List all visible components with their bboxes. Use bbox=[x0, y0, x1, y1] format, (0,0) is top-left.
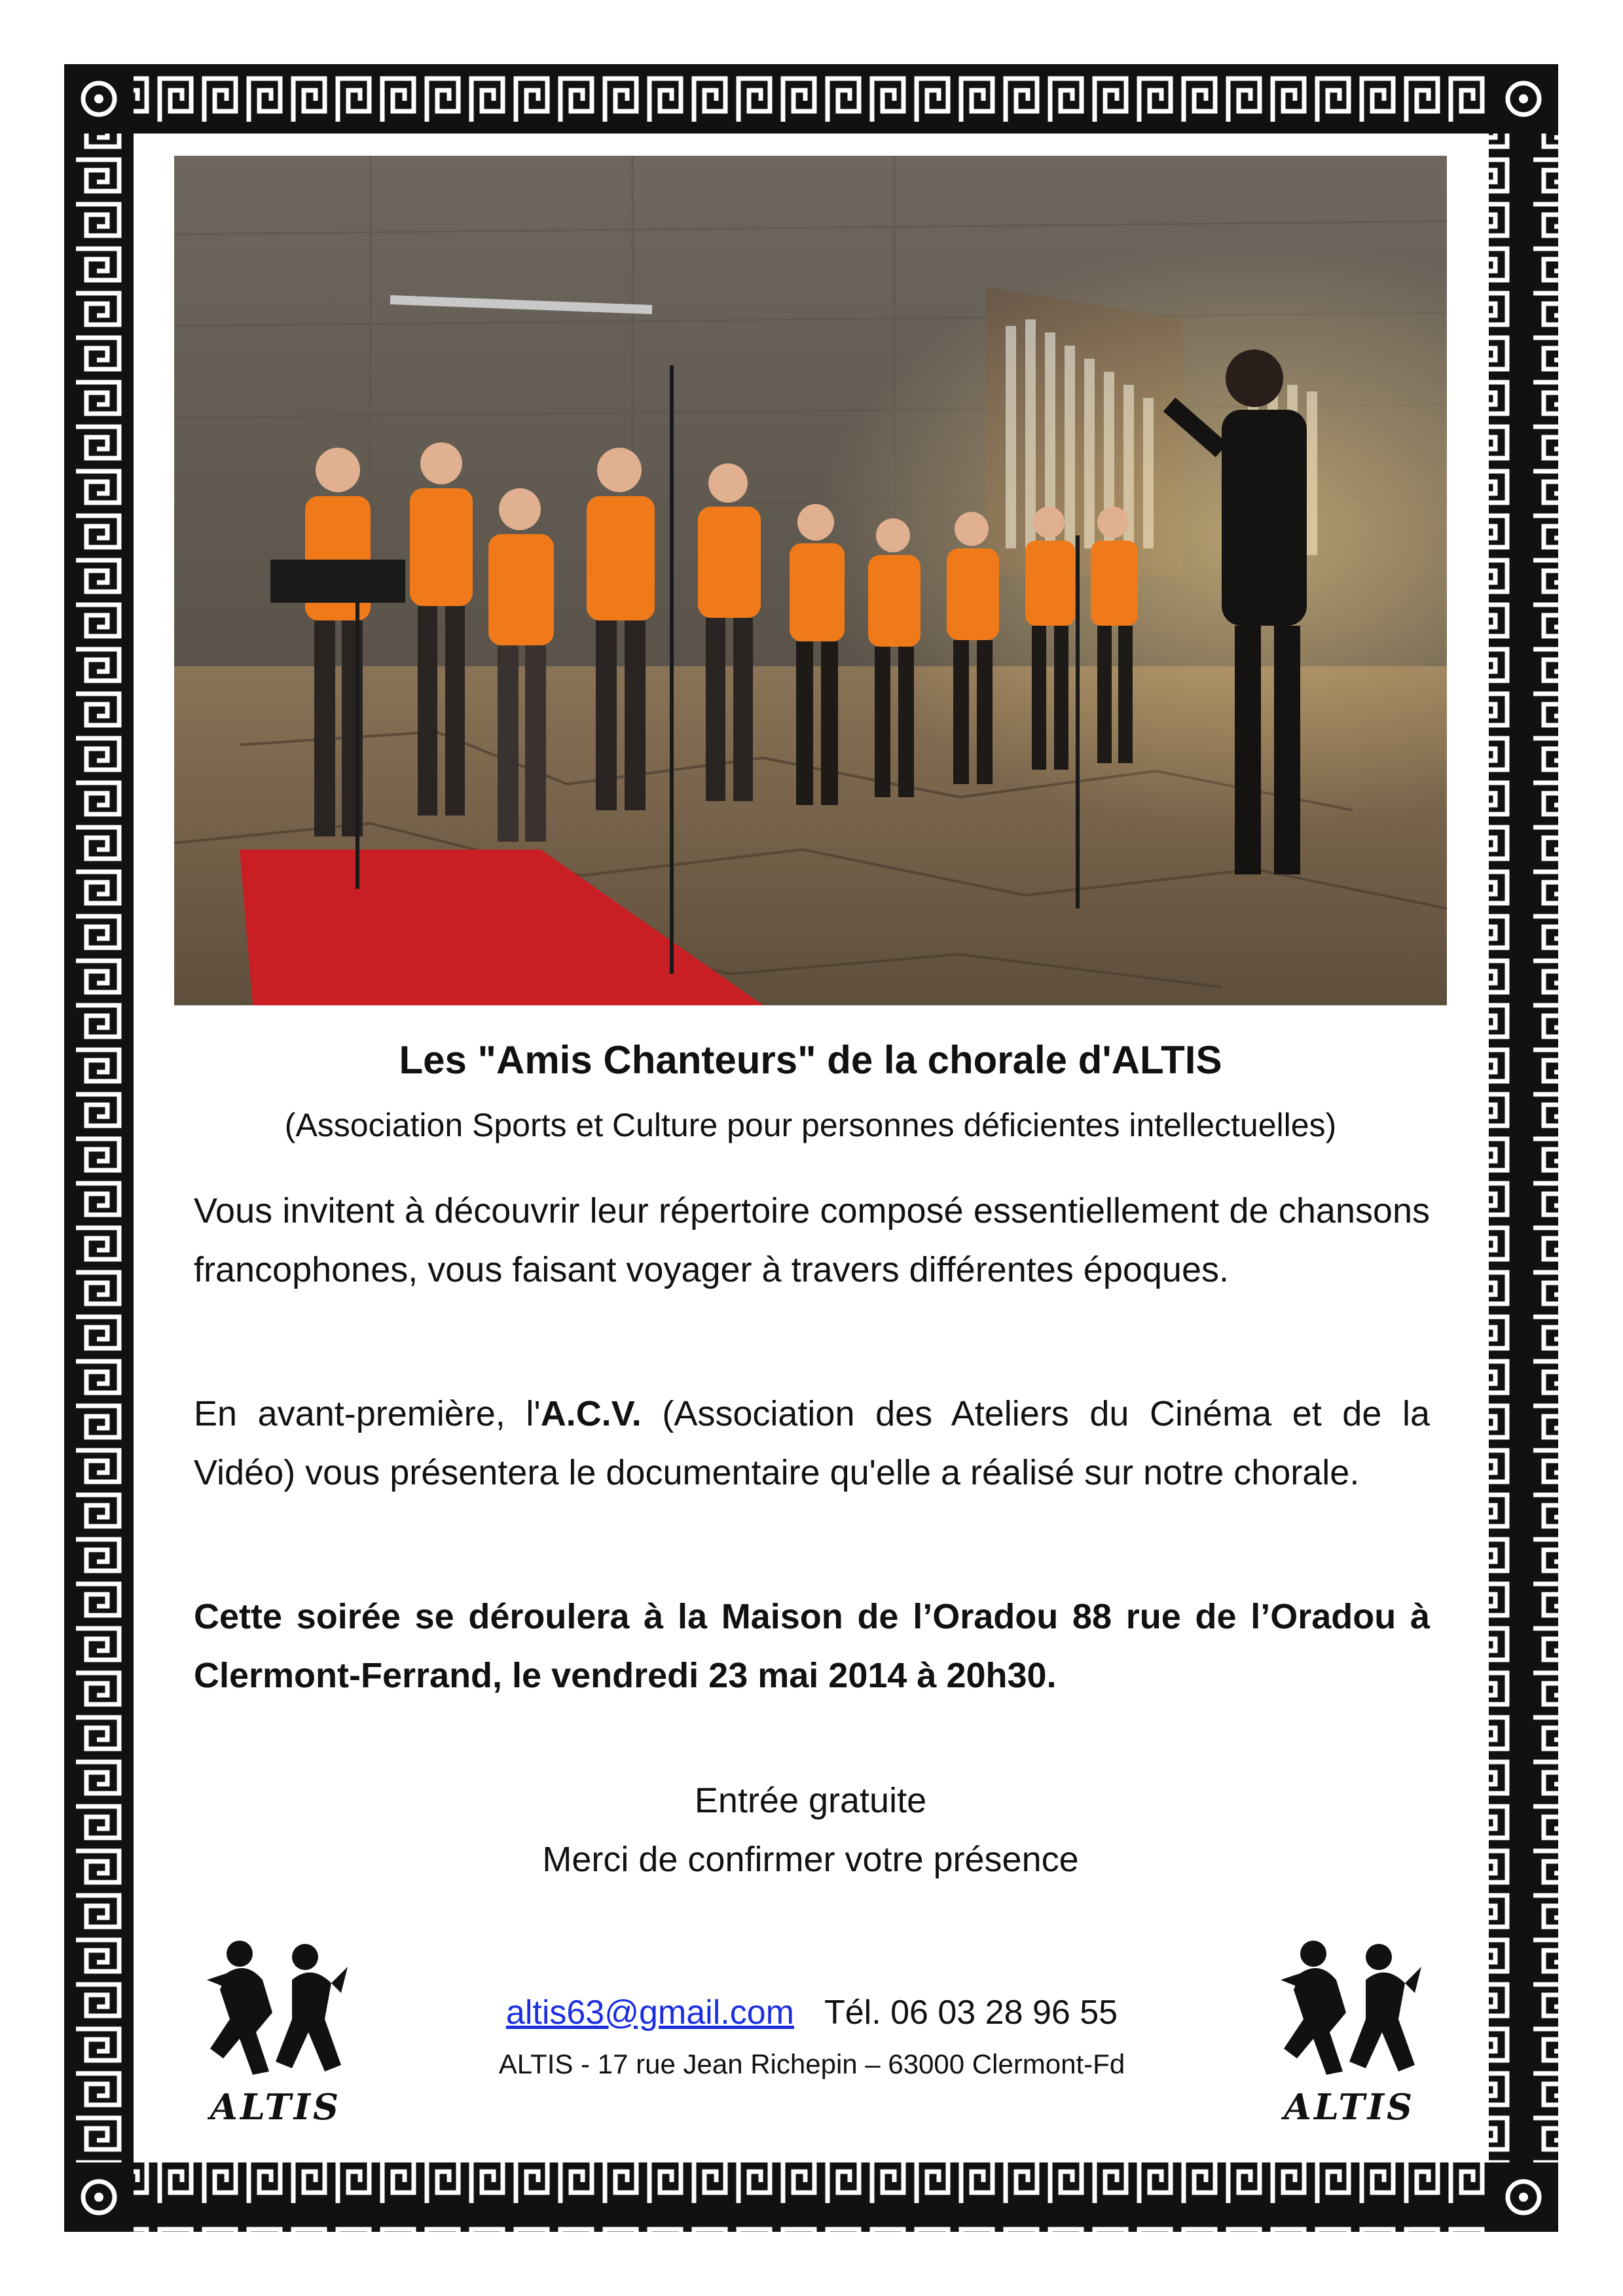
choir-photo bbox=[174, 156, 1447, 1005]
paragraph-repertoire: Vous invitent à découvrir leur répertoire composé essentiellement de chansons francophones, vous faisant voyager à travers différentes époques. bbox=[194, 1191, 1430, 1289]
altis-logo-text: ALTIS bbox=[210, 2086, 341, 2128]
acv-bold: A.C.V. bbox=[540, 1394, 642, 1433]
p2-text-after: (Association des Ateliers du Cinéma et de la Vidéo) vous présentera le documentaire qu'elle a réalisé sur notre chorale. bbox=[194, 1394, 1430, 1492]
p2-text-before: En avant-première, l' bbox=[194, 1394, 541, 1433]
altis-logo-text: ALTIS bbox=[1284, 2086, 1415, 2128]
dancing-figures-icon bbox=[1274, 1934, 1425, 2085]
paragraph-documentary bbox=[194, 1384, 1430, 1502]
phone-number: Tél. 06 03 28 96 55 bbox=[824, 1994, 1118, 2032]
contact-line bbox=[393, 1993, 1231, 2032]
email-link[interactable]: altis63@gmail.com bbox=[505, 1994, 794, 2032]
postal-address: ALTIS - 17 rue Jean Richepin – 63000 Clermont-Fd bbox=[498, 2049, 1125, 2079]
confirm-presence: Merci de confirmer votre présence bbox=[542, 1840, 1079, 1879]
altis-logo-left bbox=[200, 1934, 351, 2130]
page-subtitle: (Association Sports et Culture pour personnes déficientes intellectuelles) bbox=[284, 1107, 1337, 1143]
entry-free: Entrée gratuite bbox=[694, 1781, 927, 1820]
page-title: Les "Amis Chanteurs" de la chorale d'ALTIS bbox=[399, 1038, 1222, 1082]
dancing-figures-icon bbox=[200, 1934, 351, 2085]
altis-logo-right bbox=[1274, 1934, 1425, 2130]
paragraph-event-details: Cette soirée se déroulera à la Maison de l’Oradou 88 rue de l’Oradou à Clermont-Ferrand, le vendredi 23 mai 2014 à 20h30. bbox=[194, 1597, 1430, 1695]
